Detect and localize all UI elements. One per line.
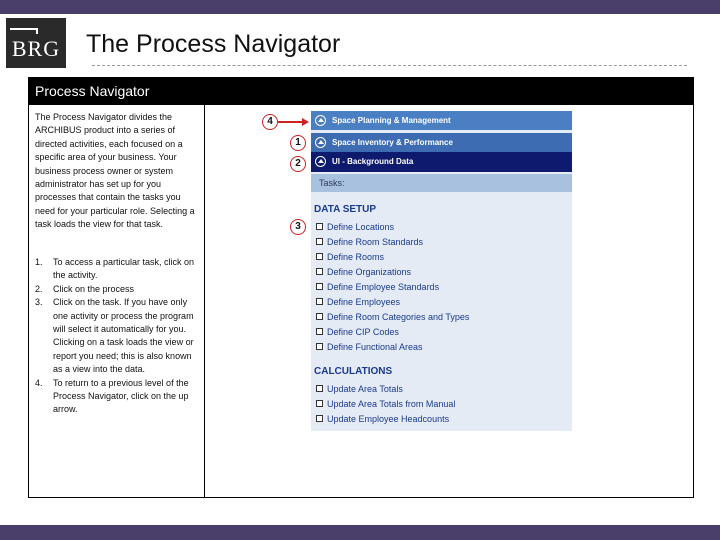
task-label: Define Employee Standards: [327, 282, 440, 292]
task-icon: [316, 313, 323, 320]
task-icon: [316, 343, 323, 350]
callout-arrow-line: [278, 121, 304, 123]
callout-2: 2: [290, 156, 306, 172]
logo-tick: [36, 28, 38, 34]
task-icon: [316, 328, 323, 335]
task-label: Define Room Standards: [327, 237, 424, 247]
task-icon: [316, 415, 323, 422]
task-icon: [316, 385, 323, 392]
task-label: Define Functional Areas: [327, 342, 423, 352]
step-text: Click on the process: [53, 283, 135, 294]
activity-space-inventory[interactable]: [311, 133, 572, 152]
title-divider: [92, 65, 687, 66]
task-icon: [316, 268, 323, 275]
task-label: Define Employees: [327, 297, 401, 307]
task-icon: [316, 298, 323, 305]
activity-space-planning[interactable]: [311, 111, 572, 130]
step-text: To return to a previous level of the Process Navigator, click on the up arrow.: [53, 377, 189, 415]
task-label: Define Rooms: [327, 252, 385, 262]
callout-1: 1: [290, 135, 306, 151]
process-background-data[interactable]: [311, 152, 572, 172]
step-number: 4.: [35, 377, 43, 388]
panel-column-divider: [204, 105, 205, 497]
logo-rule: [10, 28, 36, 30]
section-calculations: CALCULATIONS: [314, 366, 393, 377]
bottom-accent-bar: [0, 525, 720, 540]
step-item: [35, 256, 201, 283]
step-number: 2.: [35, 283, 43, 294]
steps-list: [35, 256, 201, 417]
process-navigator: [311, 111, 572, 431]
logo-text: BRG: [11, 36, 61, 61]
callout-arrow-head: [302, 118, 309, 126]
step-text: To access a particular task, click on the activity.: [53, 257, 195, 281]
description-text: The Process Navigator divides the ARCHIBUS product into a series of directed activities, each focused on a specific area of your business. Your business process owner or system administrator has set up for you processes that contain the tasks you need for your particular role. Selecting a task loads the view for that task.: [35, 112, 195, 230]
task-label: Update Area Totals from Manual: [327, 399, 456, 409]
step-number: 1.: [35, 257, 43, 267]
up-arrow-icon[interactable]: [315, 115, 326, 126]
task-label: Define Organizations: [327, 267, 412, 277]
task-label: Define Locations: [327, 222, 395, 232]
top-accent-bar: [0, 0, 720, 14]
task-label: Define CIP Codes: [327, 327, 399, 337]
task-icon: [316, 223, 323, 230]
task-icon: [316, 400, 323, 407]
up-arrow-icon[interactable]: [315, 137, 326, 148]
process-label: UI - Background Data: [332, 157, 414, 166]
section-data-setup: DATA SETUP: [314, 204, 377, 215]
panel-header: Process Navigator: [29, 78, 693, 105]
task-icon: [316, 253, 323, 260]
step-item: [35, 283, 201, 296]
step-item: [35, 377, 201, 417]
step-text: Click on the task. If you have only one activity or process the program will select it automatically for you. Clicking on a task loads the view or report you need; this is also known as a view into the data.: [53, 297, 194, 375]
activity-label: Space Planning & Management: [332, 116, 451, 125]
slide-title: The Process Navigator: [86, 30, 341, 58]
step-item: [35, 296, 201, 376]
callout-3: 3: [290, 219, 306, 235]
task-label: Define Room Categories and Types: [327, 312, 470, 322]
activity-label: Space Inventory & Performance: [332, 138, 453, 147]
step-number: 3.: [35, 297, 43, 308]
task-icon: [316, 238, 323, 245]
task-icon: [316, 283, 323, 290]
task-label: Update Employee Headcounts: [327, 414, 450, 424]
brg-logo: [6, 18, 66, 68]
tasks-label: Tasks:: [311, 174, 572, 192]
task-label: Update Area Totals: [327, 384, 403, 394]
up-arrow-icon[interactable]: [315, 156, 326, 167]
callout-4: 4: [262, 114, 278, 130]
